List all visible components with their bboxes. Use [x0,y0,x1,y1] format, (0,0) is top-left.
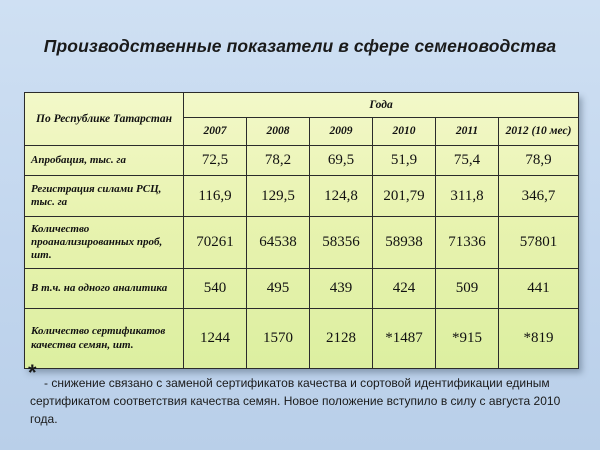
row-label: Апробация, тыс. га [25,146,184,176]
indicators-table [24,92,579,369]
table-cell: 58356 [310,217,373,269]
year-header: 2009 [310,118,373,146]
row-label: Количество проанализированных проб, шт. [25,217,184,269]
table-cell: 495 [247,269,310,309]
table-row [25,176,579,217]
year-header: 2008 [247,118,310,146]
table-cell: 311,8 [436,176,499,217]
table-cell: *915 [436,309,499,369]
table-cell: 57801 [499,217,579,269]
table-cell: 509 [436,269,499,309]
table-cell: 75,4 [436,146,499,176]
table-cell: 346,7 [499,176,579,217]
table-cell: 72,5 [184,146,247,176]
table-row [25,146,579,176]
table-row [25,217,579,269]
year-header: 2007 [184,118,247,146]
table-cell: 540 [184,269,247,309]
year-header: 2011 [436,118,499,146]
year-header: 2010 [373,118,436,146]
table-cell: 439 [310,269,373,309]
table-cell: 51,9 [373,146,436,176]
table-cell: 124,8 [310,176,373,217]
table-cell: *1487 [373,309,436,369]
table-row [25,269,579,309]
table-cell: 424 [373,269,436,309]
table-cell: 69,5 [310,146,373,176]
table-cell: 78,9 [499,146,579,176]
table-cell: 129,5 [247,176,310,217]
table-cell: 1570 [247,309,310,369]
row-label: В т.ч. на одного аналитика [25,269,184,309]
table-cell: 2128 [310,309,373,369]
table-cell: 58938 [373,217,436,269]
table-cell: 116,9 [184,176,247,217]
table-cell: 64538 [247,217,310,269]
table-cell: 78,2 [247,146,310,176]
table-cell: 70261 [184,217,247,269]
corner-header: По Республике Татарстан [25,93,184,146]
table-cell: 71336 [436,217,499,269]
footnote-text: - снижение связано с заменой сертификатов качества и сортовой идентификации единым сертификатом соответствия качества семян. Новое положение вступило в силу с августа 2010 года. [30,376,561,426]
indicators-table-container [24,92,578,368]
table-cell: 1244 [184,309,247,369]
table-cell: 441 [499,269,579,309]
years-group-header: Года [184,93,579,118]
table-row [25,309,579,369]
footnote-mark: * [28,360,37,385]
table-cell: *819 [499,309,579,369]
year-header: 2012 (10 мес) [499,118,579,146]
table-cell: 201,79 [373,176,436,217]
row-label: Количество сертификатов качества семян, шт. [25,309,184,369]
row-label: Регистрация силами РСЦ, тыс. га [25,176,184,217]
slide-title: Производственные показатели в сфере семеноводства [43,36,557,56]
